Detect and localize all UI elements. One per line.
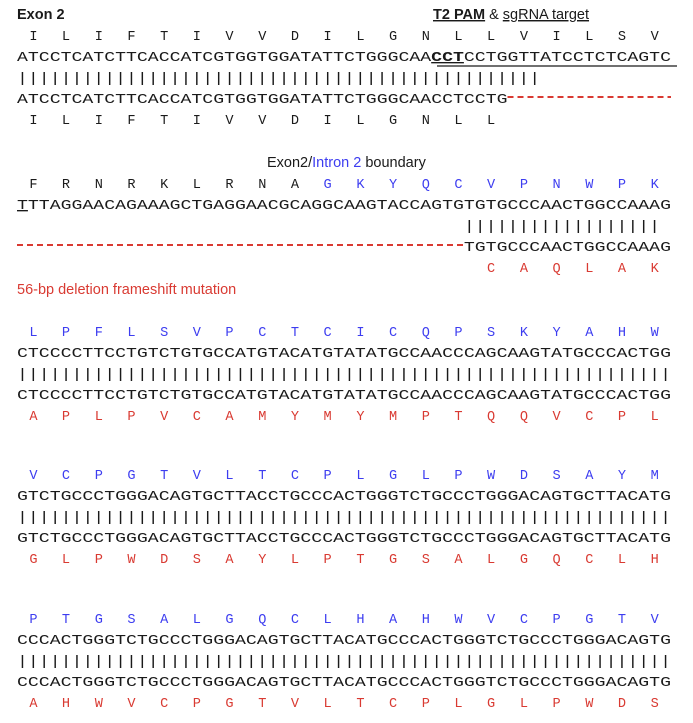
- amino-acid: D: [519, 469, 528, 484]
- amino-acid: G: [487, 697, 496, 712]
- block3-mutant-aa-row: [29, 410, 658, 425]
- amino-acid: W: [585, 178, 594, 193]
- amino-acid: H: [421, 613, 430, 628]
- block2-wt-aa-row: [29, 178, 659, 193]
- block1-pam-sequence: CCT: [431, 51, 456, 66]
- amino-acid: A: [585, 469, 594, 484]
- block2-mutant-aa-row: [487, 262, 660, 277]
- amino-acid: G: [389, 553, 398, 568]
- amp-sign: &: [489, 7, 499, 23]
- amino-acid: C: [585, 553, 594, 568]
- amino-acid: L: [61, 114, 71, 129]
- amino-acid: S: [192, 553, 201, 568]
- amino-acid: L: [356, 469, 365, 484]
- block2-wt-dna: [17, 199, 671, 214]
- amino-acid: Q: [552, 262, 561, 277]
- amino-acid: C: [290, 613, 299, 628]
- amino-acid: K: [356, 178, 365, 193]
- amino-acid: C: [192, 410, 201, 425]
- amino-acid: G: [389, 30, 398, 45]
- amino-acid: N: [94, 178, 103, 193]
- amino-acid: A: [519, 262, 528, 277]
- amino-acid: L: [225, 469, 234, 484]
- amino-acid: C: [389, 697, 398, 712]
- block1-mutant-aa-row: [29, 114, 495, 129]
- amino-acid: S: [421, 553, 430, 568]
- amino-acid: S: [160, 326, 169, 341]
- amino-acid: V: [290, 697, 299, 712]
- amino-acid: T: [356, 697, 365, 712]
- amino-acid: L: [519, 697, 528, 712]
- amino-acid: L: [323, 613, 332, 628]
- amino-acid: V: [192, 469, 201, 484]
- amino-acid: C: [389, 326, 398, 341]
- amino-acid: C: [519, 613, 528, 628]
- block2-wt-dna-rest: TTAGGAACAGAAAGCTGAGGAACGCAGGCAAGTACCAGTGTGTGCCCAACTGGCCAAAG: [27, 199, 510, 214]
- block5-wt-aa-row: [29, 613, 659, 628]
- amino-acid: V: [258, 114, 267, 129]
- amino-acid: L: [61, 30, 71, 45]
- exon-2-title: Exon 2: [17, 7, 65, 23]
- amino-acid: F: [94, 326, 103, 341]
- amino-acid: G: [225, 613, 234, 628]
- amino-acid: P: [454, 469, 463, 484]
- amino-acid: C: [258, 326, 267, 341]
- block2-mutant-dna: TGTGCCCAACTGGCCAAAG: [463, 241, 671, 256]
- amino-acid: W: [127, 553, 136, 568]
- amino-acid: T: [160, 469, 169, 484]
- amino-acid: L: [454, 697, 463, 712]
- amino-acid: F: [127, 30, 136, 45]
- amino-acid: H: [61, 697, 71, 712]
- t2-pam-label: T2 PAM: [433, 7, 486, 23]
- amino-acid: T: [258, 469, 267, 484]
- block5-mutant-dna: CCCACTGGGTCTGCCCTGGGACAGTGCTTACATGCCCACTGGGTCTGCCCTGGGACAGTG: [17, 676, 671, 691]
- amino-acid: V: [487, 613, 496, 628]
- amino-acid: Q: [258, 613, 267, 628]
- amino-acid: R: [225, 178, 234, 193]
- amino-acid: W: [454, 613, 463, 628]
- amino-acid: Y: [617, 469, 627, 484]
- amino-acid: V: [127, 697, 136, 712]
- amino-acid: G: [127, 469, 136, 484]
- amino-acid: V: [258, 30, 267, 45]
- amino-acid: P: [225, 326, 234, 341]
- amino-acid: Q: [421, 326, 430, 341]
- block3-wt-aa-row: [29, 326, 659, 341]
- block1-wt-dna-after-pam: CCTGGTTATCCTCTCAGTC: [463, 51, 619, 66]
- amino-acid: S: [650, 697, 659, 712]
- amino-acid: Y: [290, 410, 299, 425]
- amino-acid: S: [617, 30, 627, 45]
- amino-acid: T: [61, 613, 71, 628]
- block1-wt-aa-row: [29, 30, 659, 45]
- amino-acid: C: [290, 469, 299, 484]
- frameshift-mutation-label: 56-bp deletion frameshift mutation: [17, 282, 237, 298]
- amino-acid: K: [650, 262, 659, 277]
- amino-acid: L: [192, 178, 201, 193]
- pam-sgrna-header: [433, 7, 589, 23]
- block5-mutant-aa-row: [29, 697, 658, 712]
- amino-acid: C: [585, 410, 594, 425]
- block4-wt-dna: GTCTGCCCTGGGACAGTGCTTACCTGCCCACTGGGTCTGCCCTGGGACAGTGCTTACATG: [17, 490, 671, 505]
- amino-acid: Q: [519, 410, 528, 425]
- amino-acid: P: [323, 469, 332, 484]
- amino-acid: N: [421, 114, 430, 129]
- amino-acid: G: [389, 114, 398, 129]
- amino-acid: I: [552, 30, 561, 45]
- amino-acid: V: [552, 410, 561, 425]
- amino-acid: P: [454, 326, 463, 341]
- block4-mutant-aa-row: [29, 553, 658, 568]
- amino-acid: A: [29, 410, 38, 425]
- amino-acid: K: [650, 178, 659, 193]
- amino-acid: R: [127, 178, 136, 193]
- boundary-suffix-label: boundary: [361, 155, 426, 171]
- amino-acid: Q: [487, 410, 496, 425]
- amino-acid: P: [94, 553, 103, 568]
- amino-acid: P: [617, 178, 627, 193]
- amino-acid: G: [225, 697, 234, 712]
- amino-acid: V: [225, 114, 234, 129]
- amino-acid: I: [323, 114, 332, 129]
- amino-acid: I: [94, 114, 103, 129]
- block5-match-bars: ||||||||||||||||||||||||||||||||||||||||||||||||||||||||||||: [17, 655, 671, 670]
- amino-acid: G: [29, 553, 38, 568]
- amino-acid: A: [389, 613, 398, 628]
- amino-acid: M: [650, 469, 659, 484]
- amino-acid: L: [454, 30, 463, 45]
- amino-acid: L: [487, 114, 496, 129]
- amino-acid: L: [356, 30, 365, 45]
- amino-acid: L: [323, 697, 332, 712]
- boundary-intron-label: Intron 2: [312, 155, 362, 171]
- amino-acid: I: [192, 114, 201, 129]
- amino-acid: D: [290, 30, 299, 45]
- amino-acid: A: [290, 178, 299, 193]
- amino-acid: G: [519, 553, 528, 568]
- block4-mutant-dna: GTCTGCCCTGGGACAGTGCTTACCTGCCCACTGGGTCTGCCCTGGGACAGTGCTTACATG: [17, 532, 671, 547]
- amino-acid: F: [29, 178, 38, 193]
- amino-acid: Q: [552, 553, 561, 568]
- amino-acid: W: [94, 697, 103, 712]
- amino-acid: A: [585, 326, 594, 341]
- block2-wt-dna-first-base: T: [17, 199, 26, 214]
- amino-acid: I: [356, 326, 365, 341]
- amino-acid: L: [454, 114, 463, 129]
- amino-acid: V: [192, 326, 201, 341]
- block1-wt-dna-before-pam: ATCCTCATCTTCACCATCGTGGTGGATATTCTGGGCAA: [17, 51, 327, 66]
- amino-acid: T: [258, 697, 267, 712]
- amino-acid: I: [94, 30, 103, 45]
- block2-match-bars: ||||||||||||||||||: [463, 220, 661, 235]
- amino-acid: I: [323, 30, 332, 45]
- amino-acid: V: [650, 613, 659, 628]
- amino-acid: M: [258, 410, 267, 425]
- amino-acid: L: [650, 410, 659, 425]
- amino-acid: G: [389, 469, 398, 484]
- amino-acid: V: [519, 30, 528, 45]
- block1-mutant-dna: ATCCTCATCTTCACCATCGTGGTGGATATTCTGGGCAACCTCCTG: [17, 93, 508, 108]
- amino-acid: C: [323, 326, 332, 341]
- amino-acid: D: [160, 553, 169, 568]
- amino-acid: V: [225, 30, 234, 45]
- boundary-exon-label: Exon2/: [267, 155, 313, 171]
- amino-acid: P: [552, 697, 561, 712]
- amino-acid: P: [617, 410, 627, 425]
- amino-acid: I: [192, 30, 201, 45]
- amino-acid: M: [323, 410, 332, 425]
- amino-acid: L: [192, 613, 201, 628]
- amino-acid: H: [617, 326, 627, 341]
- amino-acid: P: [323, 553, 332, 568]
- amino-acid: L: [290, 553, 299, 568]
- amino-acid: T: [290, 326, 299, 341]
- amino-acid: P: [421, 410, 430, 425]
- amino-acid: G: [585, 613, 594, 628]
- block3-wt-dna: CTCCCCTTCCTGTCTGTGCCATGTACATGTATATGCCAACCCAGCAAGTATGCCCACTGG: [17, 347, 671, 362]
- amino-acid: Y: [552, 326, 561, 341]
- block1-wt-dna: [17, 51, 671, 66]
- amino-acid: R: [61, 178, 71, 193]
- amino-acid: S: [127, 613, 136, 628]
- amino-acid: A: [617, 262, 627, 277]
- amino-acid: V: [650, 30, 659, 45]
- amino-acid: H: [650, 553, 659, 568]
- block3-mutant-dna: CTCCCCTTCCTGTCTGTGCCATGTACATGTATATGCCAACCCAGCAAGTATGCCCACTGG: [17, 389, 671, 404]
- amino-acid: S: [487, 326, 496, 341]
- amino-acid: P: [192, 697, 201, 712]
- amino-acid: L: [127, 326, 136, 341]
- amino-acid: L: [487, 30, 496, 45]
- amino-acid: F: [127, 114, 136, 129]
- amino-acid: Q: [421, 178, 430, 193]
- amino-acid: W: [487, 469, 496, 484]
- amino-acid: V: [29, 469, 38, 484]
- amino-acid: L: [61, 553, 71, 568]
- amino-acid: W: [585, 697, 594, 712]
- amino-acid: H: [356, 613, 365, 628]
- amino-acid: C: [61, 469, 71, 484]
- amino-acid: N: [552, 178, 561, 193]
- amino-acid: T: [356, 553, 365, 568]
- amino-acid: M: [389, 410, 398, 425]
- amino-acid: I: [29, 114, 38, 129]
- amino-acid: Y: [258, 553, 267, 568]
- block5-wt-dna: CCCACTGGGTCTGCCCTGGGACAGTGCTTACATGCCCACTGGGTCTGCCCTGGGACAGTG: [17, 634, 671, 649]
- amino-acid: P: [94, 469, 103, 484]
- block3-match-bars: ||||||||||||||||||||||||||||||||||||||||||||||||||||||||||||: [17, 368, 671, 383]
- amino-acid: P: [29, 613, 38, 628]
- amino-acid: C: [160, 697, 169, 712]
- amino-acid: N: [258, 178, 267, 193]
- amino-acid: A: [29, 697, 38, 712]
- amino-acid: C: [454, 178, 463, 193]
- amino-acid: Y: [389, 178, 398, 193]
- amino-acid: L: [585, 262, 594, 277]
- amino-acid: Y: [356, 410, 365, 425]
- amino-acid: L: [421, 469, 430, 484]
- amino-acid: N: [421, 30, 430, 45]
- block1-match-bars: ||||||||||||||||||||||||||||||||||||||||||||||||: [17, 72, 541, 87]
- amino-acid: D: [617, 697, 627, 712]
- amino-acid: L: [356, 114, 365, 129]
- amino-acid: S: [552, 469, 561, 484]
- amino-acid: A: [225, 553, 234, 568]
- amino-acid: G: [94, 613, 103, 628]
- amino-acid: A: [160, 613, 169, 628]
- amino-acid: T: [617, 613, 627, 628]
- amino-acid: P: [519, 178, 528, 193]
- amino-acid: K: [519, 326, 528, 341]
- amino-acid: P: [61, 326, 71, 341]
- amino-acid: P: [552, 613, 561, 628]
- amino-acid: L: [29, 326, 38, 341]
- amino-acid: V: [160, 410, 169, 425]
- amino-acid: V: [487, 178, 496, 193]
- amino-acid: T: [160, 114, 169, 129]
- amino-acid: C: [487, 262, 496, 277]
- sgrna-target-label: sgRNA target: [502, 7, 590, 23]
- amino-acid: L: [585, 30, 594, 45]
- amino-acid: P: [421, 697, 430, 712]
- block4-wt-aa-row: [29, 469, 658, 484]
- amino-acid: L: [94, 410, 103, 425]
- amino-acid: D: [290, 114, 299, 129]
- amino-acid: T: [454, 410, 463, 425]
- amino-acid: P: [61, 410, 71, 425]
- amino-acid: P: [127, 410, 136, 425]
- amino-acid: A: [225, 410, 234, 425]
- exon-intron-boundary-title: [267, 155, 427, 171]
- amino-acid: T: [160, 30, 169, 45]
- amino-acid: L: [617, 553, 627, 568]
- amino-acid: I: [29, 30, 38, 45]
- amino-acid: G: [323, 178, 332, 193]
- amino-acid: W: [650, 326, 659, 341]
- amino-acid: L: [487, 553, 496, 568]
- amino-acid: K: [160, 178, 169, 193]
- block4-match-bars: ||||||||||||||||||||||||||||||||||||||||||||||||||||||||||||: [17, 511, 671, 526]
- amino-acid: A: [454, 553, 463, 568]
